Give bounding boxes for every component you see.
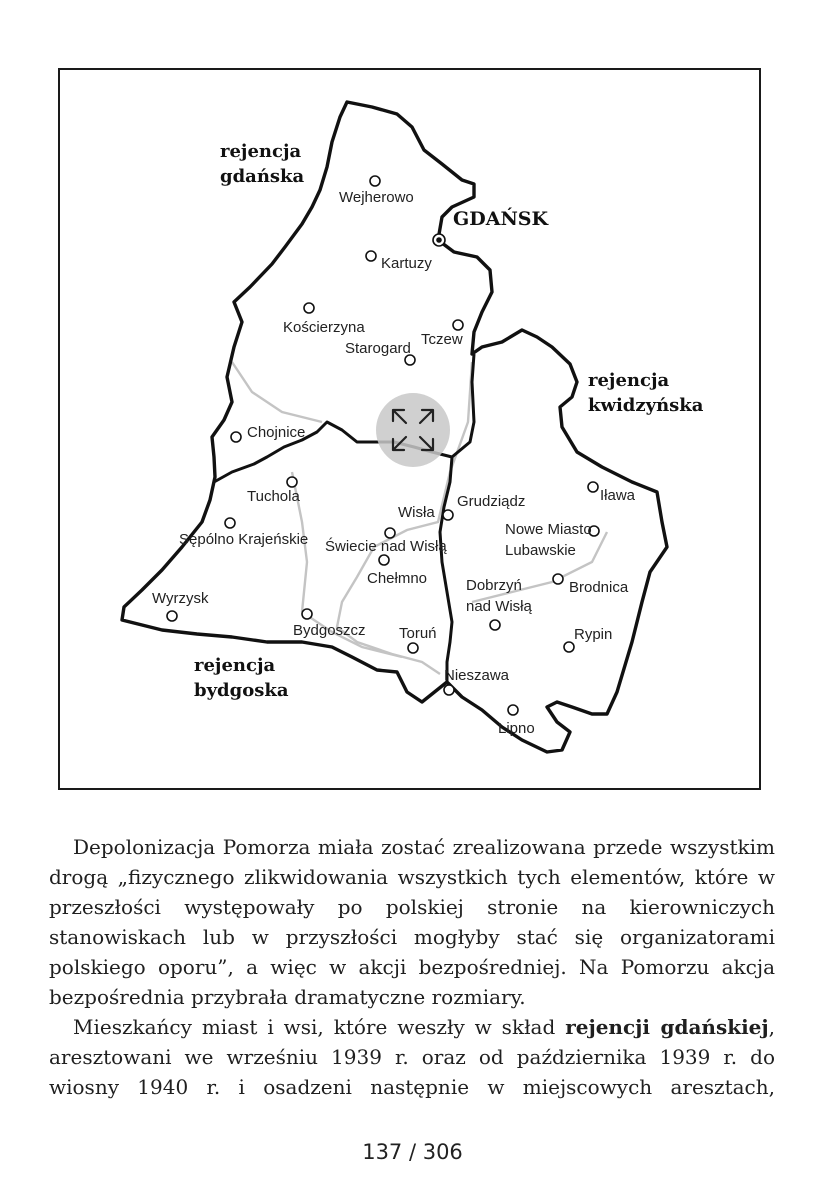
paragraph-2-lead: Mieszkańcy miast i wsi, które weszły w skład [73, 1015, 566, 1039]
city-label-grudziadz: Grudziądz [457, 493, 526, 510]
paragraph-2-bold: rejencji gdańskiej [565, 1015, 769, 1039]
city-label-koscierzyna: Kościerzyna [283, 319, 365, 336]
city-label-wyrzysk: Wyrzysk [152, 590, 209, 607]
city-marker-grudziadz [443, 510, 453, 520]
city-label-wejherowo: Wejherowo [339, 189, 414, 206]
gdansk-marker-center [436, 237, 442, 243]
city-marker-chelmno [379, 555, 389, 565]
city-marker-tuchola [287, 477, 297, 487]
region-label-kwidzynska-1: rejencja [588, 370, 670, 391]
city-marker-chojnice [231, 432, 241, 442]
river-branch-2 [232, 362, 322, 422]
city-label-ilawa: Iława [600, 487, 636, 504]
city-marker-torun [408, 643, 418, 653]
city-label-tuchola: Tuchola [247, 488, 300, 505]
page-number: 137 / 306 [362, 1140, 463, 1164]
city-marker-swiecie [385, 528, 395, 538]
city-marker-wejherowo [370, 176, 380, 186]
city-marker-dobrzyn [490, 620, 500, 630]
region-label-gdanska-1: rejencja [220, 141, 302, 162]
city-label-kartuzy: Kartuzy [381, 255, 432, 272]
expand-image-button[interactable] [376, 393, 450, 467]
city-marker-ilawa [588, 482, 598, 492]
city-label-dobrzyn-1: Dobrzyń [466, 577, 522, 594]
paragraph-1: Depolonizacja Pomorza miała zostać zrealizowana przede wszystkim drogą „fizycznego zlikwidowania wszystkich tych elementów, które w przeszłości występowały po polskiej stronie na kierowniczych stanowiskach lub w przyszłości mogłyby stać się organizatorami polskiego oporu”, a więc w akcji bezpośredniej. Na Pomorzu akcja bezpośrednia przybrała dramatyczne rozmiary. [49, 835, 775, 1009]
city-marker-kartuzy [366, 251, 376, 261]
city-marker-wyrzysk [167, 611, 177, 621]
body-text [49, 832, 775, 1102]
city-label-nowe-miasto-2: Lubawskie [505, 542, 576, 559]
city-marker-tczew [453, 320, 463, 330]
city-marker-koscierzyna [304, 303, 314, 313]
city-label-torun: Toruń [399, 625, 437, 642]
city-label-bydgoszcz: Bydgoszcz [293, 622, 366, 639]
region-label-bydgoska-2: bydgoska [194, 680, 289, 701]
capital-label-gdansk: GDAŃSK [453, 208, 549, 230]
city-marker-sepolno [225, 518, 235, 528]
city-label-chojnice: Chojnice [247, 424, 306, 441]
city-label-sepolno: Sępólno Krajeńskie [179, 531, 309, 548]
region-label-bydgoska-1: rejencja [194, 655, 276, 676]
city-label-brodnica: Brodnica [569, 579, 629, 596]
expand-arrows-icon [376, 393, 450, 467]
city-label-dobrzyn-2: nad Wisłą [466, 598, 532, 615]
paragraph-2 [49, 1012, 775, 1102]
city-label-lipno: Lipno [498, 720, 535, 737]
city-label-nowe-miasto-1: Nowe Miasto [505, 521, 592, 538]
city-label-wisla: Wisła [398, 504, 435, 521]
city-label-swiecie: Świecie nad Wisłą [325, 538, 447, 555]
paragraph-2-rest: , aresztowani we wrześniu 1939 r. oraz od października 1939 r. do wiosny 1940 r. i osadzeni następnie w miejscowych aresztach, [49, 1015, 775, 1099]
city-label-tczew: Tczew [421, 331, 463, 348]
city-label-nieszawa: Nieszawa [444, 667, 510, 684]
region-label-gdanska-2: gdańska [220, 166, 305, 187]
city-label-rypin: Rypin [574, 626, 613, 643]
city-label-starogard: Starogard [345, 340, 411, 357]
city-marker-rypin [564, 642, 574, 652]
city-label-chelmno: Chełmno [367, 570, 428, 587]
region-label-kwidzynska-2: kwidzyńska [588, 395, 704, 416]
city-marker-lipno [508, 705, 518, 715]
city-marker-nieszawa [444, 685, 454, 695]
city-marker-brodnica [553, 574, 563, 584]
city-marker-bydgoszcz [302, 609, 312, 619]
